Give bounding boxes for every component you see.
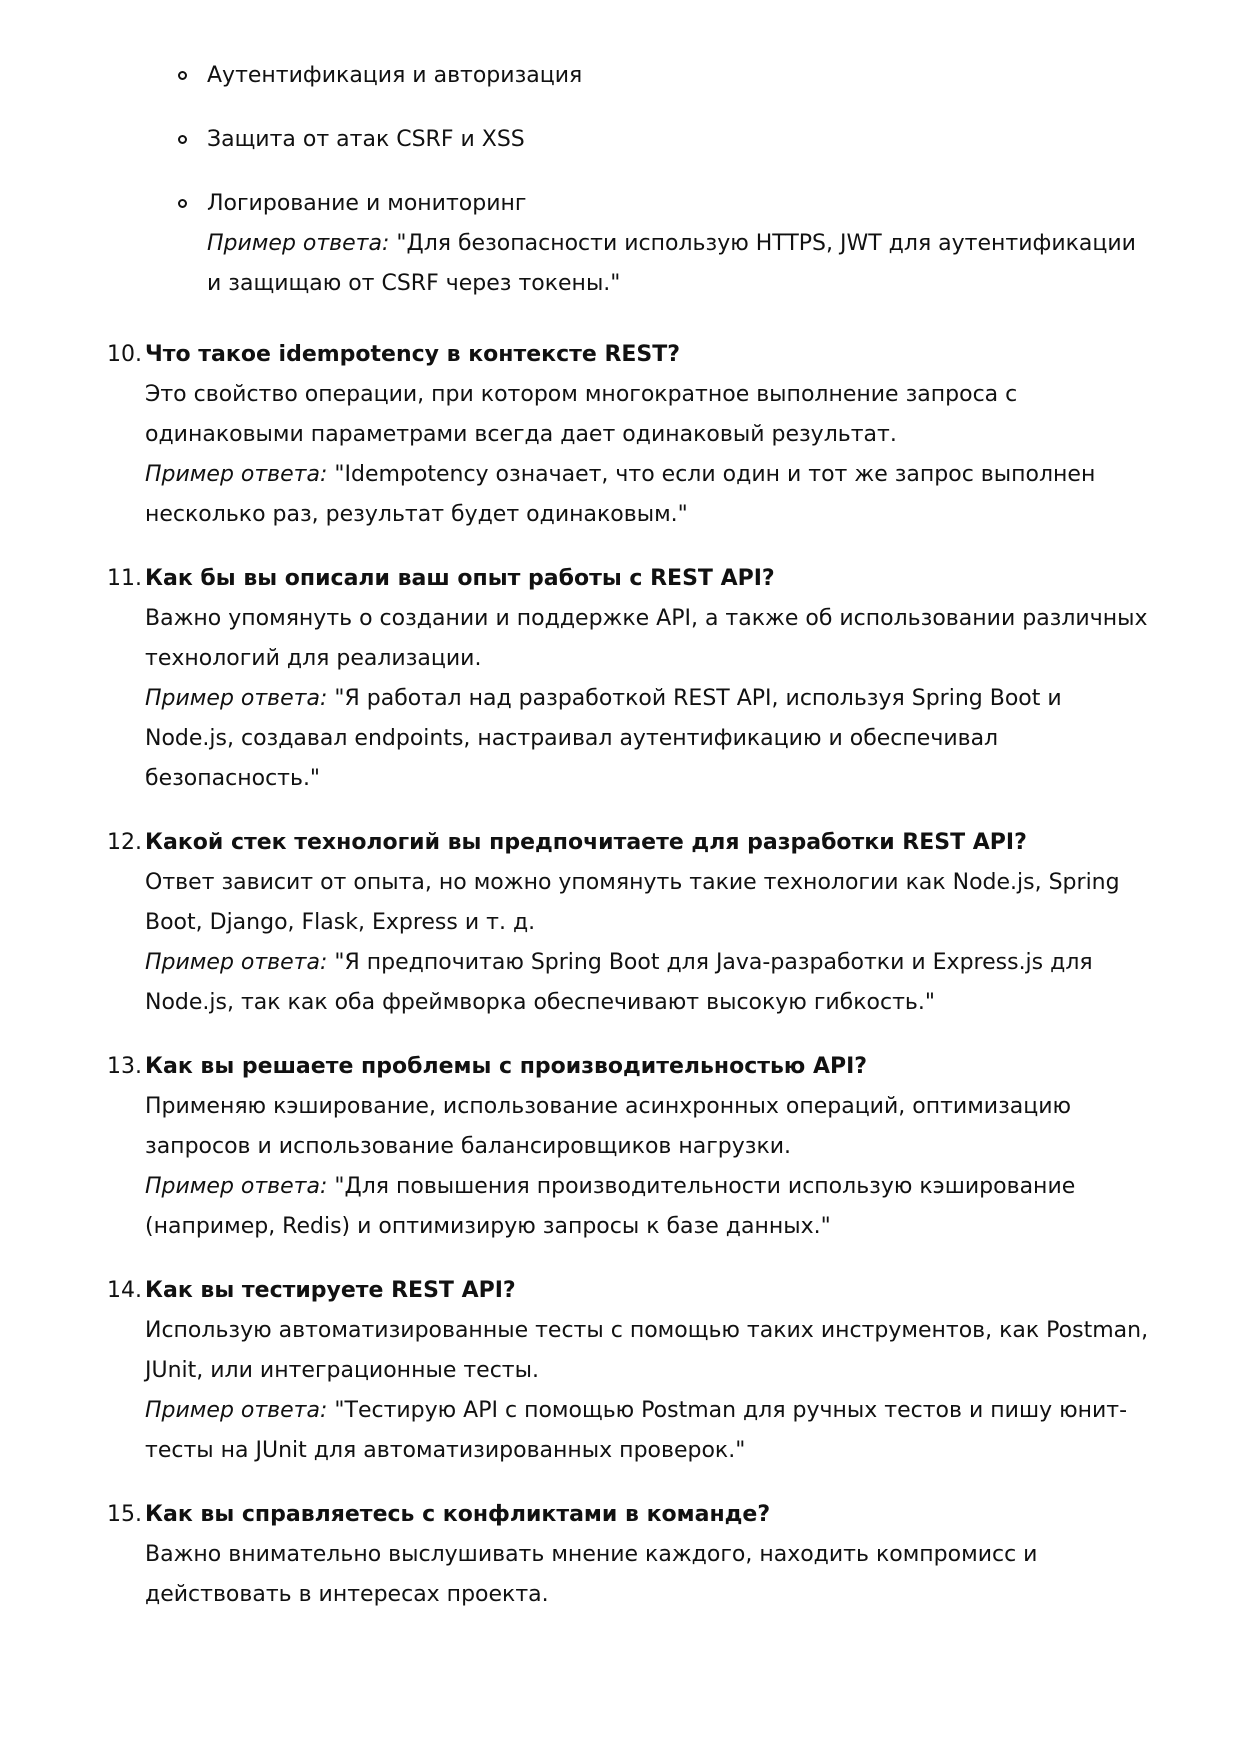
example-label: Пример ответа: — [145, 686, 328, 711]
item-number: 15. — [107, 1502, 142, 1527]
hollow-bullet-icon — [178, 199, 187, 208]
item-number: 13. — [107, 1054, 142, 1079]
example-text: "Idempotency означает, что если один и тот же запрос выполнен — [327, 462, 1096, 487]
bullet-text: Логирование и мониторинг — [207, 191, 527, 216]
list-item — [0, 559, 1148, 799]
example-line — [145, 1167, 1145, 1207]
list-item — [0, 823, 1145, 1023]
hollow-bullet-icon — [178, 135, 187, 144]
example-text: "Тестирую API с помощью Postman для ручных тестов и пишу юнит- — [327, 1398, 1128, 1423]
answer-text: Это свойство операции, при котором многократное выполнение запроса с — [145, 382, 1018, 407]
item-question: Как бы вы описали ваш опыт работы с REST API? — [145, 566, 775, 591]
answer-text: технологий для реализации. — [145, 646, 482, 671]
answer-text: Важно упомянуть о создании и поддержке API, а также об использовании различных — [145, 606, 1148, 631]
example-label: Пример ответа: — [145, 1398, 328, 1423]
bullet-text: Защита от атак CSRF и XSS — [207, 127, 525, 152]
bullet-item — [0, 120, 1167, 160]
list-item — [0, 1047, 1145, 1247]
answer-text: Применяю кэширование, использование асинхронных операций, оптимизацию — [145, 1094, 1072, 1119]
example-text: "Для повышения производительности использую кэширование — [327, 1174, 1076, 1199]
bullet-item — [0, 56, 1167, 96]
item-number: 12. — [107, 830, 142, 855]
answer-text: действовать в интересах проекта. — [145, 1582, 549, 1607]
bullet-list — [0, 56, 1239, 328]
example-text: несколько раз, результат будет одинаковым." — [145, 502, 688, 527]
item-number: 14. — [107, 1278, 142, 1303]
item-question: Как вы решаете проблемы с производительностью API? — [145, 1054, 868, 1079]
list-item — [0, 335, 1145, 535]
example-text: "Для безопасности использую HTTPS, JWT для аутентификации — [389, 231, 1136, 256]
example-text: и защищаю от CSRF через токены." — [207, 271, 621, 296]
answer-text: Boot, Django, Flask, Express и т. д. — [145, 910, 536, 935]
bullet-item — [0, 184, 1167, 304]
example-line — [145, 1391, 1145, 1431]
item-number: 10. — [107, 342, 142, 367]
item-question: Какой стек технологий вы предпочитаете для разработки REST API? — [145, 830, 1027, 855]
numbered-list — [0, 335, 1239, 1639]
example-text: тесты на JUnit для автоматизированных проверок." — [145, 1438, 746, 1463]
list-item — [0, 1495, 1145, 1615]
example-text: Node.js, создавал endpoints, настраивал аутентификацию и обеспечивал — [145, 726, 999, 751]
bullet-text: Аутентификация и авторизация — [207, 63, 583, 88]
example-text: "Я предпочитаю Spring Boot для Java-разработки и Express.js для — [327, 950, 1093, 975]
example-line — [145, 679, 1145, 719]
example-label: Пример ответа: — [145, 462, 328, 487]
example-line — [145, 943, 1145, 983]
example-label: Пример ответа: — [145, 950, 328, 975]
answer-text: одинаковыми параметрами всегда дает одинаковый результат. — [145, 422, 897, 447]
answer-text: Важно внимательно выслушивать мнение каждого, находить компромисс и — [145, 1542, 1038, 1567]
example-label: Пример ответа: — [207, 231, 390, 256]
example-label: Пример ответа: — [145, 1174, 328, 1199]
example-text: (например, Redis) и оптимизирую запросы к базе данных." — [145, 1214, 831, 1239]
hollow-bullet-icon — [178, 71, 187, 80]
answer-text: JUnit, или интеграционные тесты. — [145, 1358, 539, 1383]
example-text: безопасность." — [145, 766, 321, 791]
item-number: 11. — [107, 566, 142, 591]
answer-text: запросов и использование балансировщиков нагрузки. — [145, 1134, 792, 1159]
answer-text: Использую автоматизированные тесты с помощью таких инструментов, как Postman, — [145, 1318, 1149, 1343]
item-question: Как вы справляетесь с конфликтами в команде? — [145, 1502, 771, 1527]
item-question: Как вы тестируете REST API? — [145, 1278, 516, 1303]
item-question: Что такое idempotency в контексте REST? — [145, 342, 681, 367]
list-item — [0, 1271, 1149, 1471]
example-line — [145, 455, 1145, 495]
answer-text: Ответ зависит от опыта, но можно упомянуть такие технологии как Node.js, Spring — [145, 870, 1120, 895]
example-text: Node.js, так как оба фреймворка обеспечивают высокую гибкость." — [145, 990, 935, 1015]
example-line — [207, 224, 1167, 264]
example-text: "Я работал над разработкой REST API, используя Spring Boot и — [327, 686, 1062, 711]
